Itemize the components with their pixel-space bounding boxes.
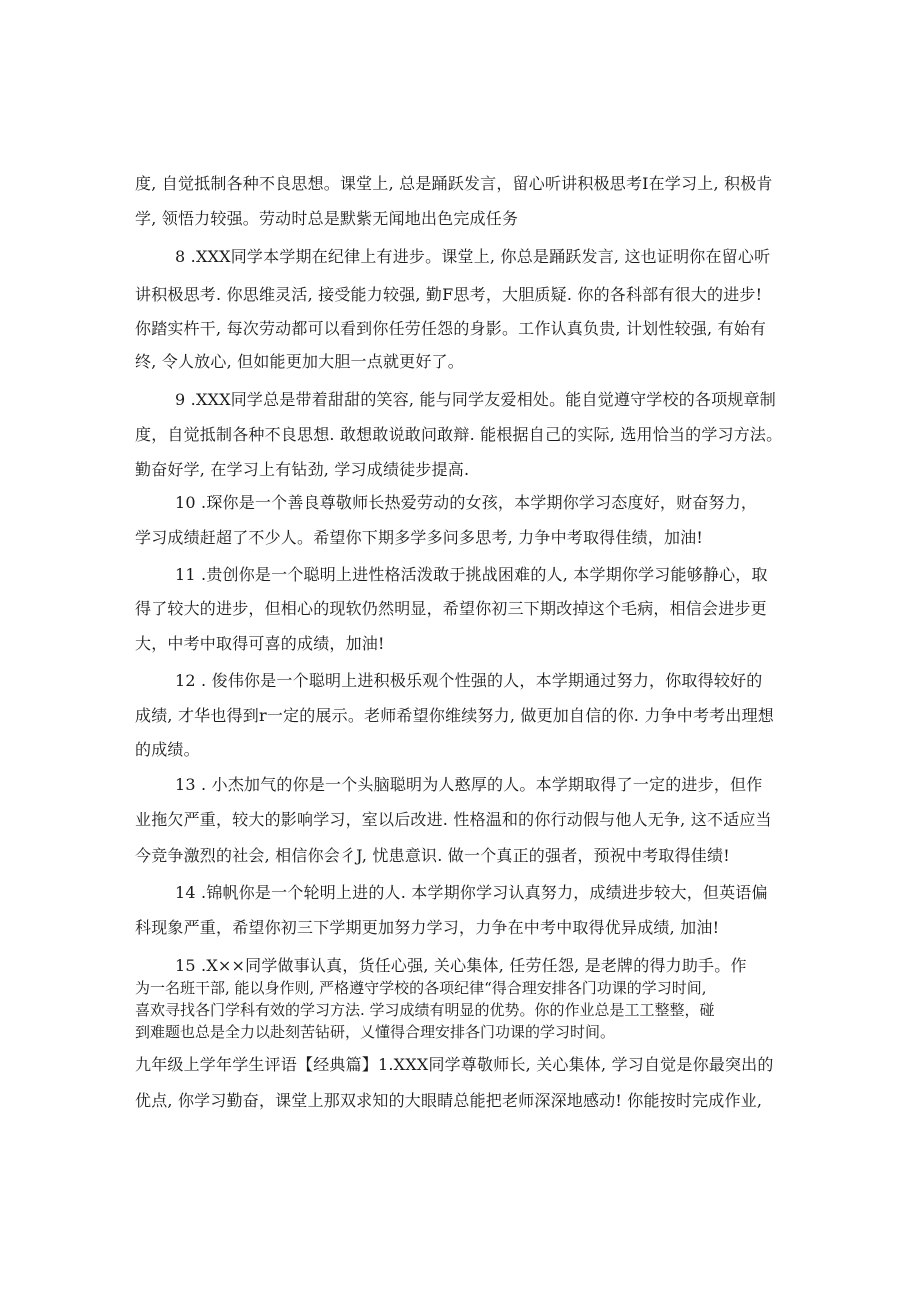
text-line: 得了较大的进步，但相心的现软仍然明显，希望你初三下期改掉这个毛病，相信会进步更 [135,599,767,618]
text-line: 度，自觉抵制各种不良思想. 敢想敢说敢问敢辩. 能根据自己的实际, 选用恰当的学习方法。 [135,425,783,444]
text-line: 8 .XXX同学本学期在纪律上有进步。课堂上, 你总是踊跃发言, 这也证明你在留心听 [175,247,771,266]
text-line: 大，中考中取得可喜的成绩，加油! [135,634,385,653]
text-line: 业拖欠严重，较大的影响学习，室以后改进. 性格温和的你行动假与他人无争, 这不适应当 [135,810,772,829]
text-line: 11 .贵创你是一个聪明上进性格活泼敢于挑战困难的人, 本学期你学习能够静心，取 [175,565,768,584]
text-line: 到难题也总是全力以赴刻苦钻研，乂懂得合理安排各门功课的学习时间。 [135,1023,616,1041]
text-line: 终, 令人放心, 但如能更加大胆一点就更好了。 [135,352,464,371]
text-line: 12 . 俊伟你是一个聪明上进积极乐观个性强的人，本学期通过努力，你取得较好的 [175,671,763,690]
text-line: 14 .锦帆你是一个轮明上进的人. 本学期你学习认真努力，成绩进步较大，但英语偏 [175,883,768,902]
text-line: 9 .XXX同学总是带着甜甜的笑容, 能与同学友爱相处。能自觉遵守学校的各项规章制 [175,390,776,409]
text-line: 成绩, 才华也得到r一定的展示。老师希望你维续努力, 做更加自信的你. 力争中考考出理想 [135,706,774,725]
text-line: 15 .X××同学做事认真，货任心强, 关心集体, 任劳任怨, 是老牌的得力助手。作 [175,956,747,975]
text-line: 度, 自觉抵制各种不良思想。课堂上, 总是踊跃发言，留心听讲积极思考I在学习上, 积极肯 [135,174,773,193]
text-line: 学, 领悟力较强。劳动时总是默紫无闻地出色完成任务 [135,209,519,228]
text-line: 学习成绩赶超了不少人。希望你下期多学多问多思考, 力争中考取得佳绩，加油! [135,528,704,547]
text-line: 13 . 小杰加气的你是一个头脑聪明为人憨厚的人。本学期取得了一定的进步，但作 [175,775,763,794]
text-line: 讲积极思考. 你思维灵活, 接受能力较强, 勤F思考，大胆质疑. 你的各科部有很大的进步! [135,285,763,304]
text-line: 科现象严重，希望你初三下学期更加努力学习，力争在中考中取得优异成绩, 加油! [135,918,720,937]
text-line: 九年级上学年学生评语【经典篇】1.XXX同学尊敬师长, 关心集体, 学习自觉是你最突出的 [135,1055,774,1074]
text-line: 为一名班干部, 能以身作则, 严格遵守学校的各项纪律“得合理安排各门功课的学习时间, [135,979,707,997]
text-line: 的成绩。 [135,740,200,759]
text-line: 10 .琛你是一个善良尊敬师长热爱劳动的女孩，本学期你学习态度好，财奋努力， [175,493,758,512]
text-line: 喜欢寻找各门学科有效的学习方法. 学习成绩有明显的优势。你的作业总是工工整整，碰 [135,1001,715,1019]
text-line: 优点, 你学习勤奋，课堂上那双求知的大眼睛总能把老师深深地感动! 你能按时完成作业, [135,1091,763,1110]
text-line: 勤奋好学, 在学习上有钻劲, 学习成绩徒步提高. [135,460,470,479]
text-line: 今竞争激烈的社会, 相信你会彳J, 忧患意识. 做一个真正的强者，预祝中考取得佳绩! [135,846,730,865]
text-line: 你踏实杵干, 每次劳动都可以看到你任劳任怨的身影。工作认真负贵, 计划性较强, 有始有 [135,319,767,338]
